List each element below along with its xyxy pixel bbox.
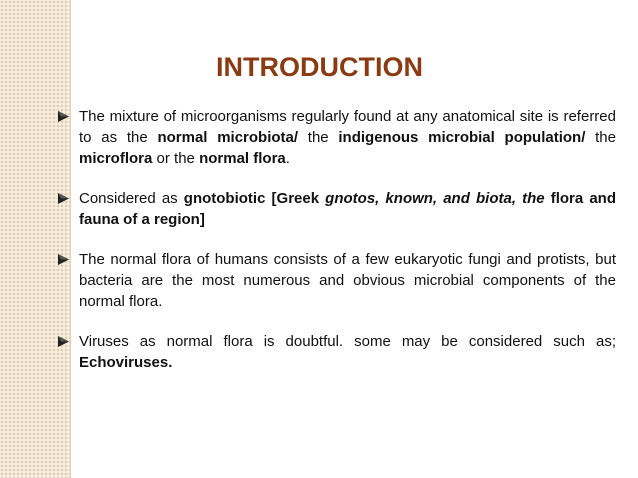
bullet-text — [79, 251, 616, 310]
bullet-text-segment: The normal flora of humans consists of a few eukaryotic fungi and protists, but bacteria are the most numerous and obvious microbial components of the normal flora. — [79, 251, 616, 310]
bullet-text-segment: normal flora — [199, 150, 286, 167]
bullet-text-segment: the — [585, 129, 616, 146]
arrowhead-bullet-icon — [58, 254, 69, 265]
bullet-text-segment: The mixture of microorganisms regularly found at any anatomical site is referred to as the — [79, 108, 616, 146]
arrowhead-bullet-icon — [58, 336, 69, 347]
bullet-item — [58, 331, 616, 373]
arrowhead-bullet-icon — [58, 111, 69, 122]
bullet-item — [58, 249, 616, 312]
bullet-text-segment: Considered as — [79, 190, 184, 207]
arrowhead-bullet-icon — [58, 193, 69, 204]
bullet-text-segment: the — [298, 129, 339, 146]
bullet-text-segment: gnotos, known, and biota, the — [325, 190, 545, 207]
bullet-text-segment: . — [285, 150, 290, 167]
bullet-text-segment: Echoviruses. — [79, 354, 173, 371]
bullet-text — [79, 333, 616, 371]
bullet-list — [58, 106, 616, 392]
bullet-text — [79, 108, 616, 167]
bullet-text-segment: or the — [152, 150, 200, 167]
bullet-text — [79, 190, 616, 228]
bullet-text-segment: Viruses as normal flora is doubtful. some may be considered such as; — [79, 333, 616, 350]
slide-title-text: INTRODUCTION — [216, 52, 423, 82]
bullet-text-segment: normal microbiota/ — [157, 129, 299, 146]
bullet-item — [58, 106, 616, 169]
bullet-text-segment: indigenous microbial population/ — [338, 129, 586, 146]
bullet-text-segment: gnotobiotic [Greek — [183, 190, 326, 207]
bullet-item — [58, 188, 616, 230]
slide-title — [0, 50, 638, 84]
bullet-text-segment: flora and fauna of a region] — [79, 190, 616, 228]
bullet-text-segment: microflora — [79, 150, 153, 167]
